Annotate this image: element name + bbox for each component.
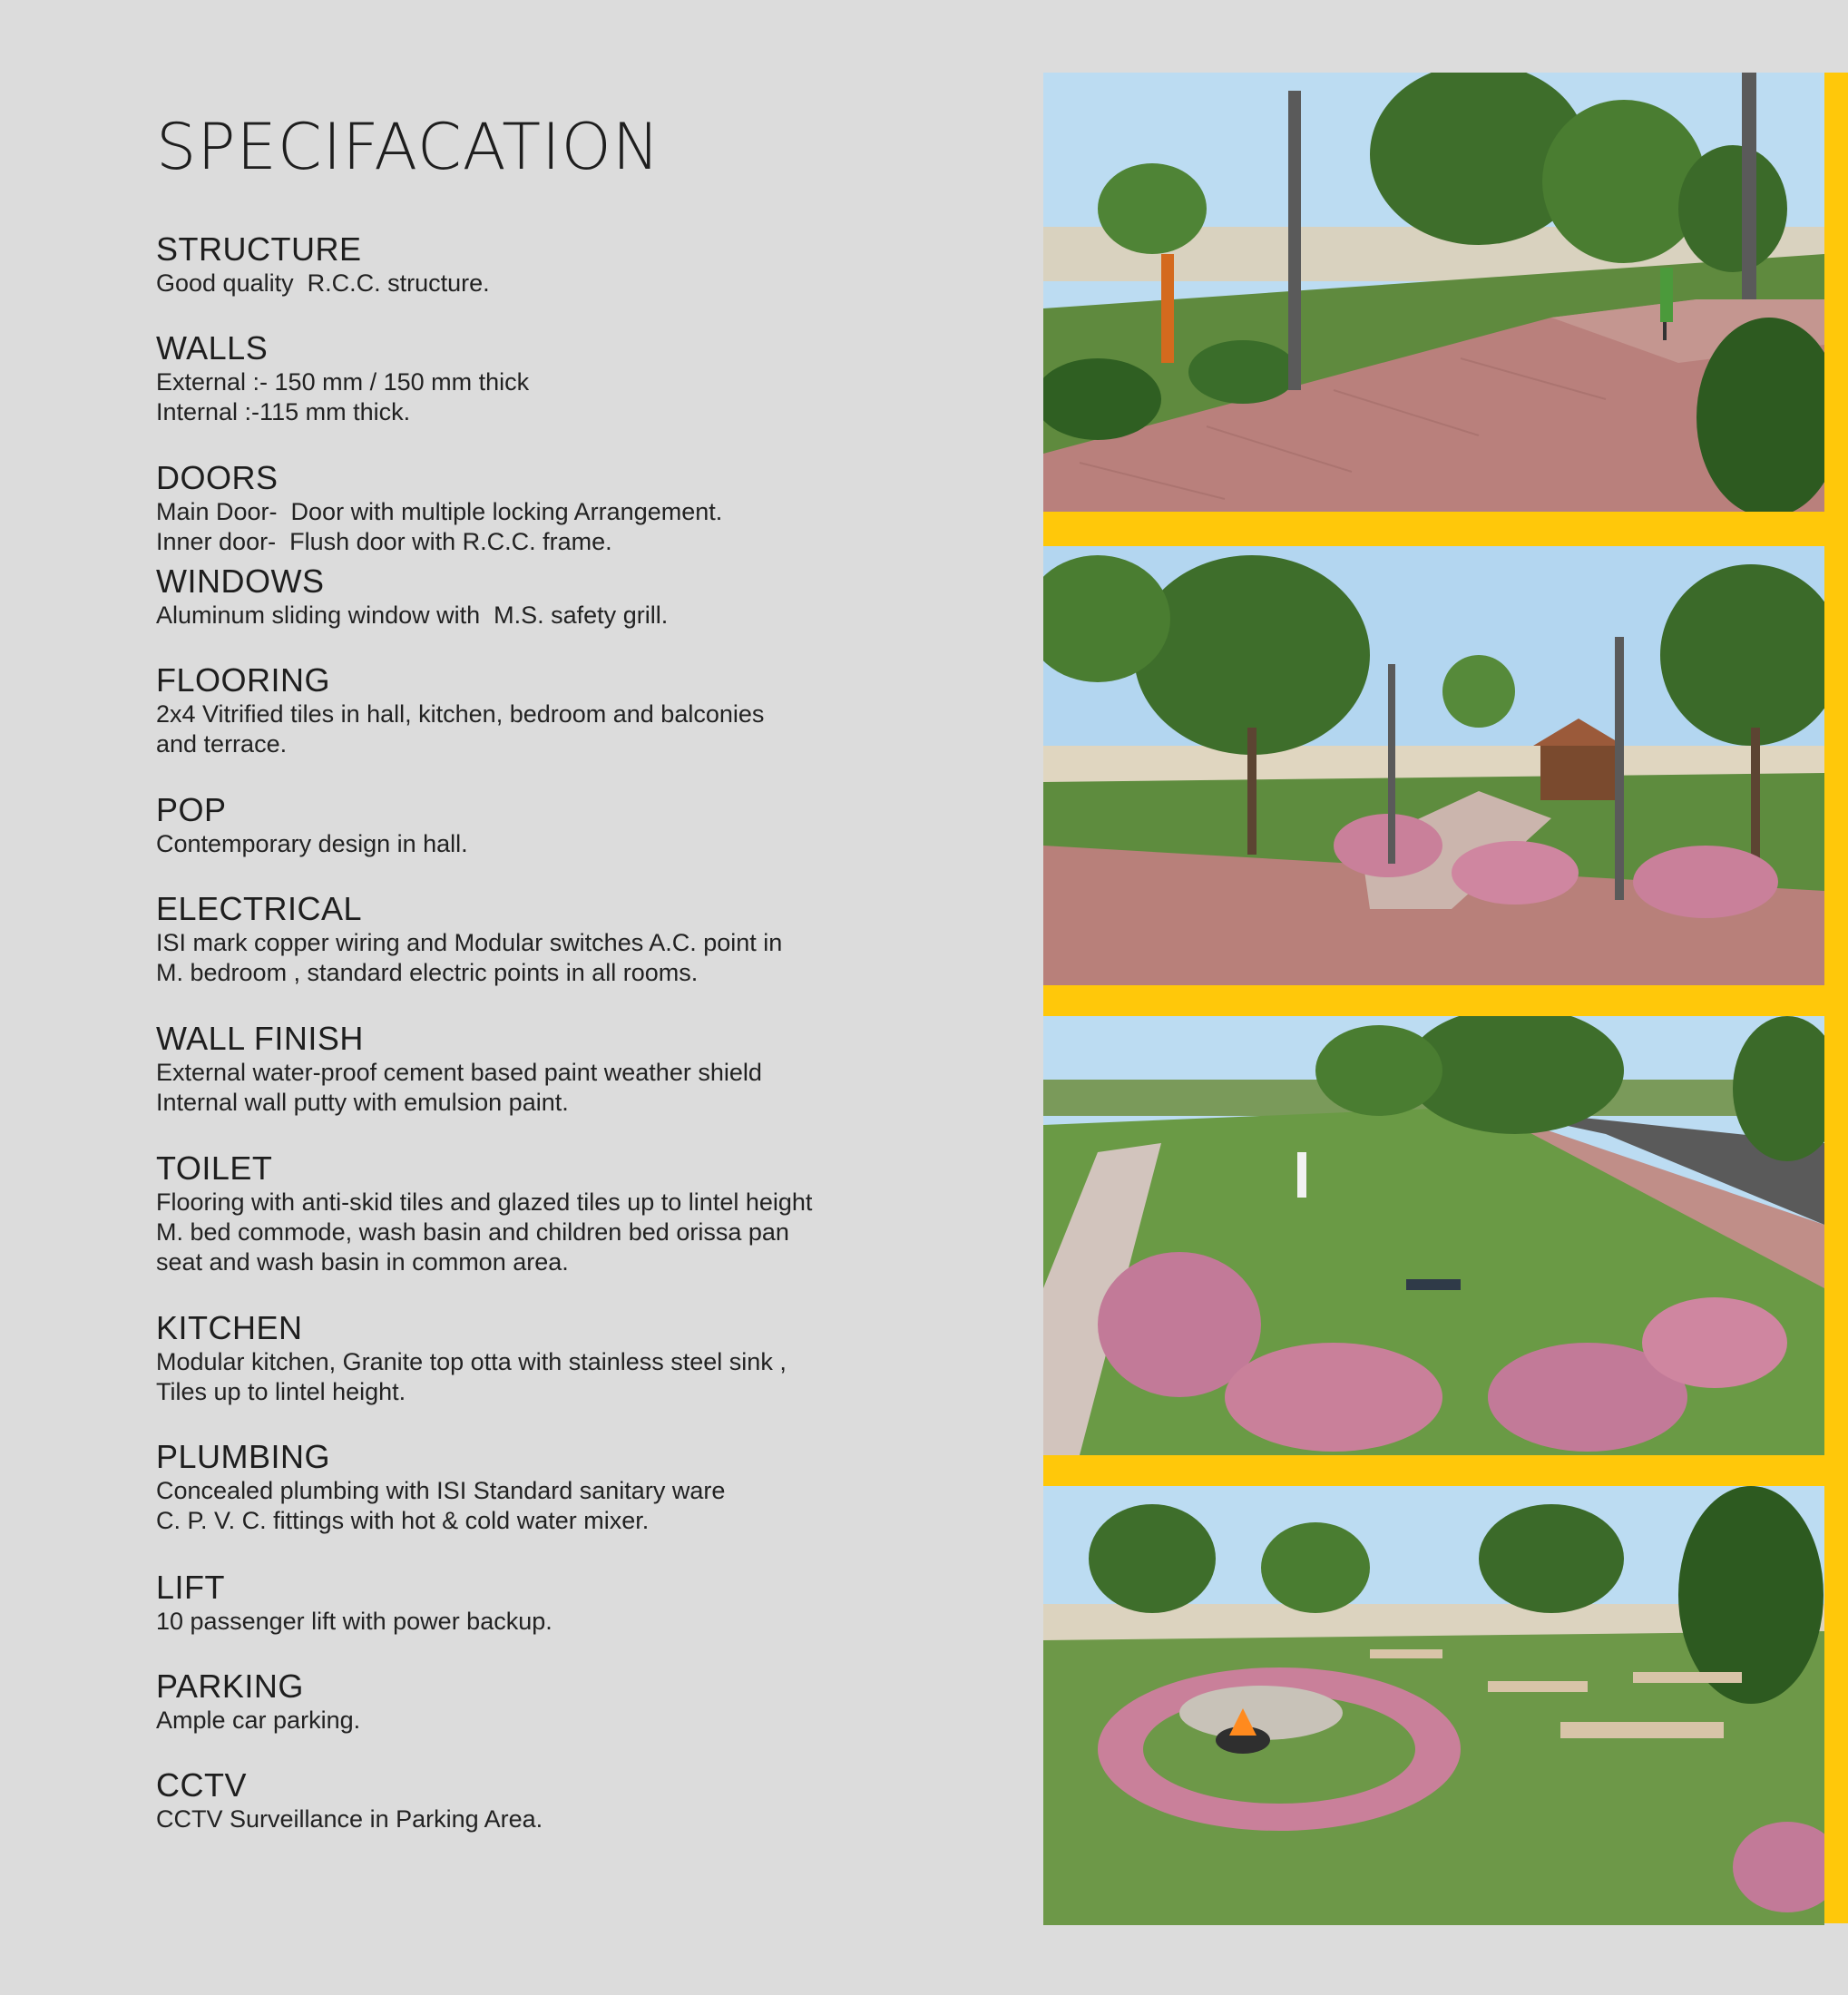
spec-section <box>156 791 973 859</box>
spec-line: Tiles up to lintel height. <box>156 1378 406 1405</box>
spec-line: 10 passenger lift with power backup. <box>156 1608 552 1635</box>
spec-section <box>156 1438 973 1536</box>
spec-line: Aluminum sliding window with M.S. safety grill. <box>156 601 669 629</box>
spec-heading: LIFT <box>156 1569 226 1606</box>
spec-line: Ample car parking. <box>156 1707 361 1734</box>
spec-section <box>156 329 973 427</box>
garden-exercise-lawn-photo <box>1043 1016 1824 1455</box>
spec-line: ISI mark copper wiring and Modular switches A.C. point in <box>156 929 783 956</box>
spec-heading: CCTV <box>156 1766 247 1804</box>
spec-heading: PLUMBING <box>156 1438 331 1475</box>
spec-line: C. P. V. C. fittings with hot & cold water mixer. <box>156 1507 650 1534</box>
spec-heading: WALL FINISH <box>156 1020 364 1057</box>
spec-heading: WALLS <box>156 329 269 367</box>
page-title: SPECIFACATION <box>156 110 661 184</box>
spec-section <box>156 1569 973 1637</box>
spec-heading: DOORS <box>156 459 279 496</box>
photo-strip <box>1043 73 1848 1923</box>
spec-line: CCTV Surveillance in Parking Area. <box>156 1805 543 1833</box>
spec-line: Concealed plumbing with ISI Standard sanitary ware <box>156 1477 726 1504</box>
spec-heading: TOILET <box>156 1149 273 1187</box>
spec-heading: POP <box>156 791 227 828</box>
spec-section <box>156 1766 973 1834</box>
spec-heading: FLOORING <box>156 661 331 699</box>
spec-section <box>156 1020 973 1118</box>
spec-line: Contemporary design in hall. <box>156 830 468 857</box>
spec-section <box>156 562 973 631</box>
spec-heading: KITCHEN <box>156 1309 303 1346</box>
spec-line: Inner door- Flush door with R.C.C. frame. <box>156 528 612 555</box>
spec-line: M. bedroom , standard electric points in all rooms. <box>156 959 699 986</box>
spec-heading: STRUCTURE <box>156 230 362 268</box>
garden-gazebo-photo <box>1043 546 1824 985</box>
garden-seating-firepit-photo <box>1043 1486 1824 1925</box>
spec-line: M. bed commode, wash basin and children bed orissa pan <box>156 1218 789 1246</box>
spec-line: Internal :-115 mm thick. <box>156 398 411 425</box>
spec-heading: PARKING <box>156 1667 304 1705</box>
spec-line: and terrace. <box>156 730 288 758</box>
spec-section <box>156 1667 973 1736</box>
spec-section <box>156 661 973 759</box>
spec-section <box>156 1149 973 1277</box>
spec-line: External :- 150 mm / 150 mm thick <box>156 368 530 396</box>
spec-line: 2x4 Vitrified tiles in hall, kitchen, bedroom and balconies <box>156 700 765 728</box>
spec-section <box>156 890 973 988</box>
spec-line: seat and wash basin in common area. <box>156 1248 569 1276</box>
spec-section <box>156 459 973 557</box>
garden-walkway-photo <box>1043 73 1824 512</box>
spec-line: Good quality R.C.C. structure. <box>156 269 490 297</box>
specification-panel <box>156 109 973 1833</box>
spec-line: Internal wall putty with emulsion paint. <box>156 1089 569 1116</box>
spec-section <box>156 230 973 298</box>
spec-section <box>156 1309 973 1407</box>
spec-line: Main Door- Door with multiple locking Arrangement. <box>156 498 723 525</box>
spec-line: Flooring with anti-skid tiles and glazed tiles up to lintel height <box>156 1188 813 1216</box>
spec-line: Modular kitchen, Granite top otta with stainless steel sink , <box>156 1348 787 1375</box>
spec-heading: WINDOWS <box>156 562 325 600</box>
spec-line: External water-proof cement based paint weather shield <box>156 1059 762 1086</box>
spec-heading: ELECTRICAL <box>156 890 363 927</box>
